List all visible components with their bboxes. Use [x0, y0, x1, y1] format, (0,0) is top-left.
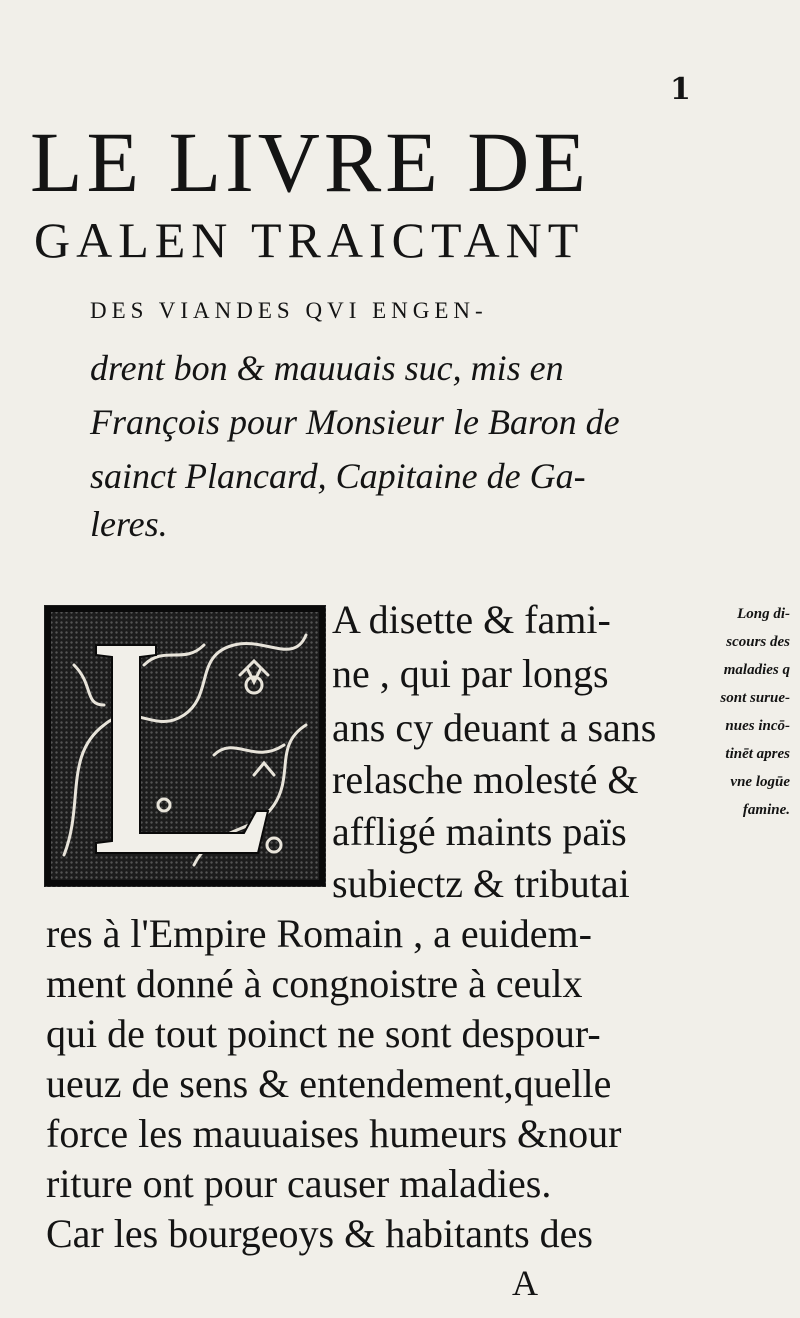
- body-line: res à l'Empire Romain , a euidem-: [46, 911, 592, 956]
- body-line: ueuz de sens & entendement,quelle: [46, 1061, 612, 1106]
- body-line: ment donné à congnoistre à ceulx: [46, 961, 583, 1006]
- intro-line: drent bon & mauuais suc, mis en: [90, 348, 564, 388]
- margin-note-line: tinēt apres: [725, 746, 790, 762]
- margin-note-line: famine.: [742, 802, 790, 818]
- marginal-note: [660, 600, 790, 824]
- subtitle: DES VIANDES QVI ENGEN-: [90, 298, 488, 323]
- body-line: ans cy deuant a sans: [332, 705, 657, 750]
- body-line: subiectz & tributai: [332, 861, 630, 906]
- margin-note-line: nues incō-: [725, 718, 790, 734]
- page-number: 1: [670, 72, 691, 107]
- body-line: force les mauuaises humeurs &nour: [46, 1111, 622, 1156]
- signature-mark: A: [512, 1263, 538, 1303]
- body-line: riture ont pour causer maladies.: [46, 1161, 552, 1206]
- title-line-1: LE LIVRE DE: [30, 114, 590, 210]
- margin-note-line: maladies q: [723, 662, 790, 678]
- floral-ornament-icon: [44, 605, 326, 887]
- body-line: qui de tout poinct ne sont despour-: [46, 1011, 601, 1056]
- margin-note-line: scours des: [726, 634, 790, 650]
- intro-line: leres.: [90, 504, 168, 544]
- intro-line: François pour Monsieur le Baron de: [90, 402, 620, 442]
- margin-note-line: Long di-: [737, 606, 790, 622]
- body-line: relasche molesté &: [332, 757, 639, 802]
- intro-line: sainct Plancard, Capitaine de Ga-: [90, 456, 586, 496]
- title-line-2: GALEN TRAICTANT: [34, 212, 585, 268]
- decorated-initial: [44, 605, 326, 887]
- margin-note-line: vne logūe: [730, 774, 790, 790]
- body-line: ne , qui par longs: [332, 651, 609, 696]
- body-line: affligé maints païs: [332, 809, 627, 854]
- body-line: Car les bourgeoys & habitants des: [46, 1211, 593, 1256]
- margin-note-line: sont surue-: [720, 690, 790, 706]
- body-line: A disette & fami-: [332, 597, 611, 642]
